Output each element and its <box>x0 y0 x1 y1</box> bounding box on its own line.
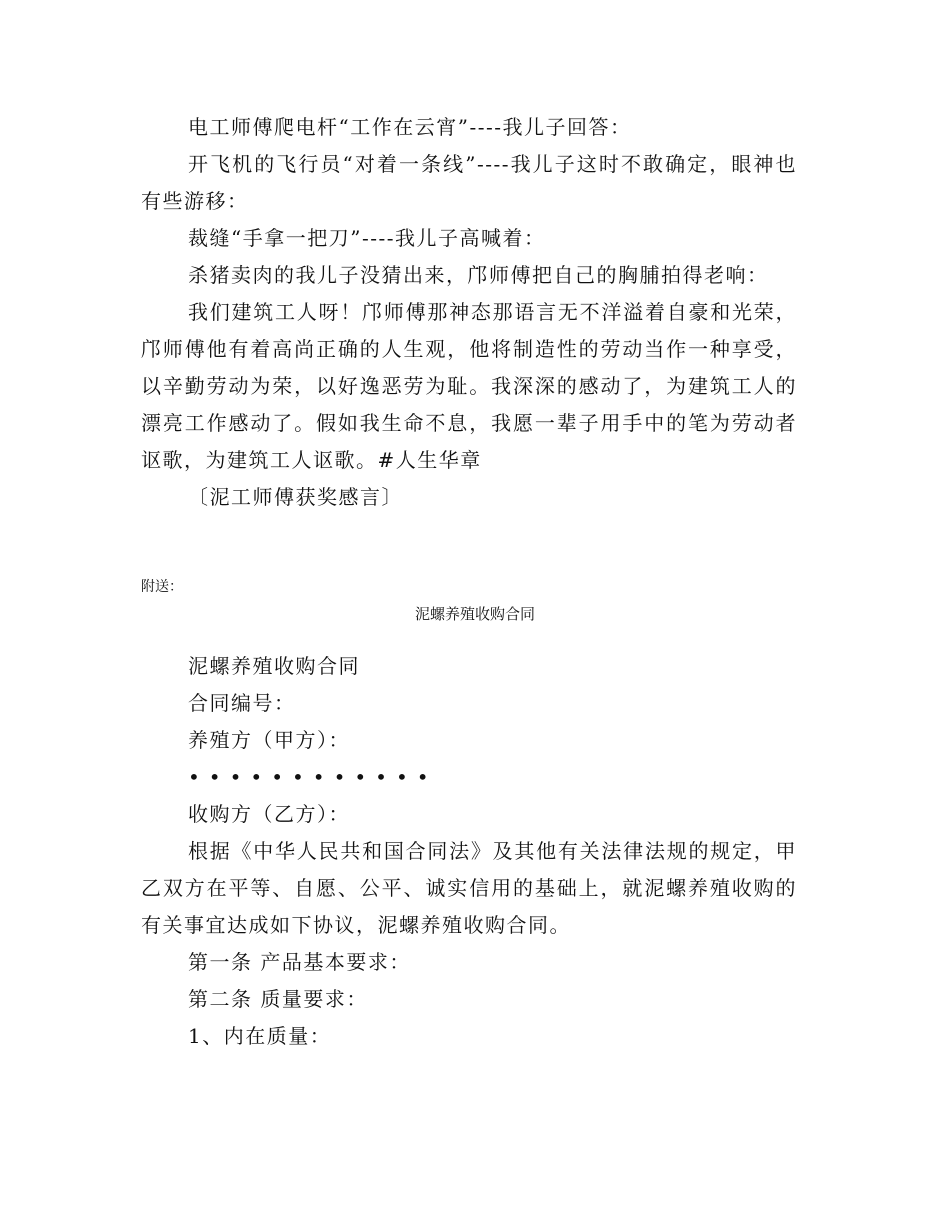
article-heading: 第二条 质量要求： <box>188 987 368 1011</box>
paragraph: 我们建筑工人呀！邝师傅那神态那语言无不洋溢着自豪和光荣，邝师傅他有着高尚正确的人生观，他将制造性的劳动当作一种享受，以辛勤劳动为荣，以好逸恶劳为耻。我深深的感动了，为建筑工人的漂亮工作感动了。假如我生命不息，我愿一辈子用手中的笔为劳动者讴歌，为建筑工人讴歌。#人生华章 <box>141 300 797 472</box>
attachment-label: 附送： <box>141 579 183 595</box>
paragraph: 电工师傅爬电杆“工作在云宵”----我儿子回答： <box>188 115 632 139</box>
paragraph: 杀猪卖肉的我儿子没猜出来，邝师傅把自己的胸脯拍得老响： <box>188 263 769 287</box>
paragraph: 裁缝“手拿一把刀”----我儿子高喊着： <box>188 226 546 250</box>
party-a-field: 养殖方（甲方）： <box>188 728 350 752</box>
contract-title: 泥螺养殖收购合同 <box>414 605 535 623</box>
essay-section <box>141 109 797 516</box>
paragraph-caption: 〔泥工师傅获奖感言〕 <box>188 485 403 509</box>
paragraph: 开飞机的飞行员“对着一条线”----我儿子这时不敢确定，眼神也有些游移： <box>141 152 797 213</box>
dotted-line: •••••••••••• <box>188 765 438 789</box>
contract-section <box>141 648 797 1055</box>
party-b-field: 收购方（乙方）： <box>188 802 350 826</box>
list-item: 1、内在质量： <box>188 1024 332 1048</box>
contract-number-field: 合同编号： <box>188 691 296 715</box>
article-heading: 第一条 产品基本要求： <box>188 950 411 974</box>
paragraph-heading: 泥螺养殖收购合同 <box>188 654 360 678</box>
paragraph: 根据《中华人民共和国合同法》及其他有关法律法规的规定，甲乙双方在平等、自愿、公平、诚实信用的基础上，就泥螺养殖收购的有关事宜达成如下协议，泥螺养殖收购合同。 <box>141 839 797 937</box>
